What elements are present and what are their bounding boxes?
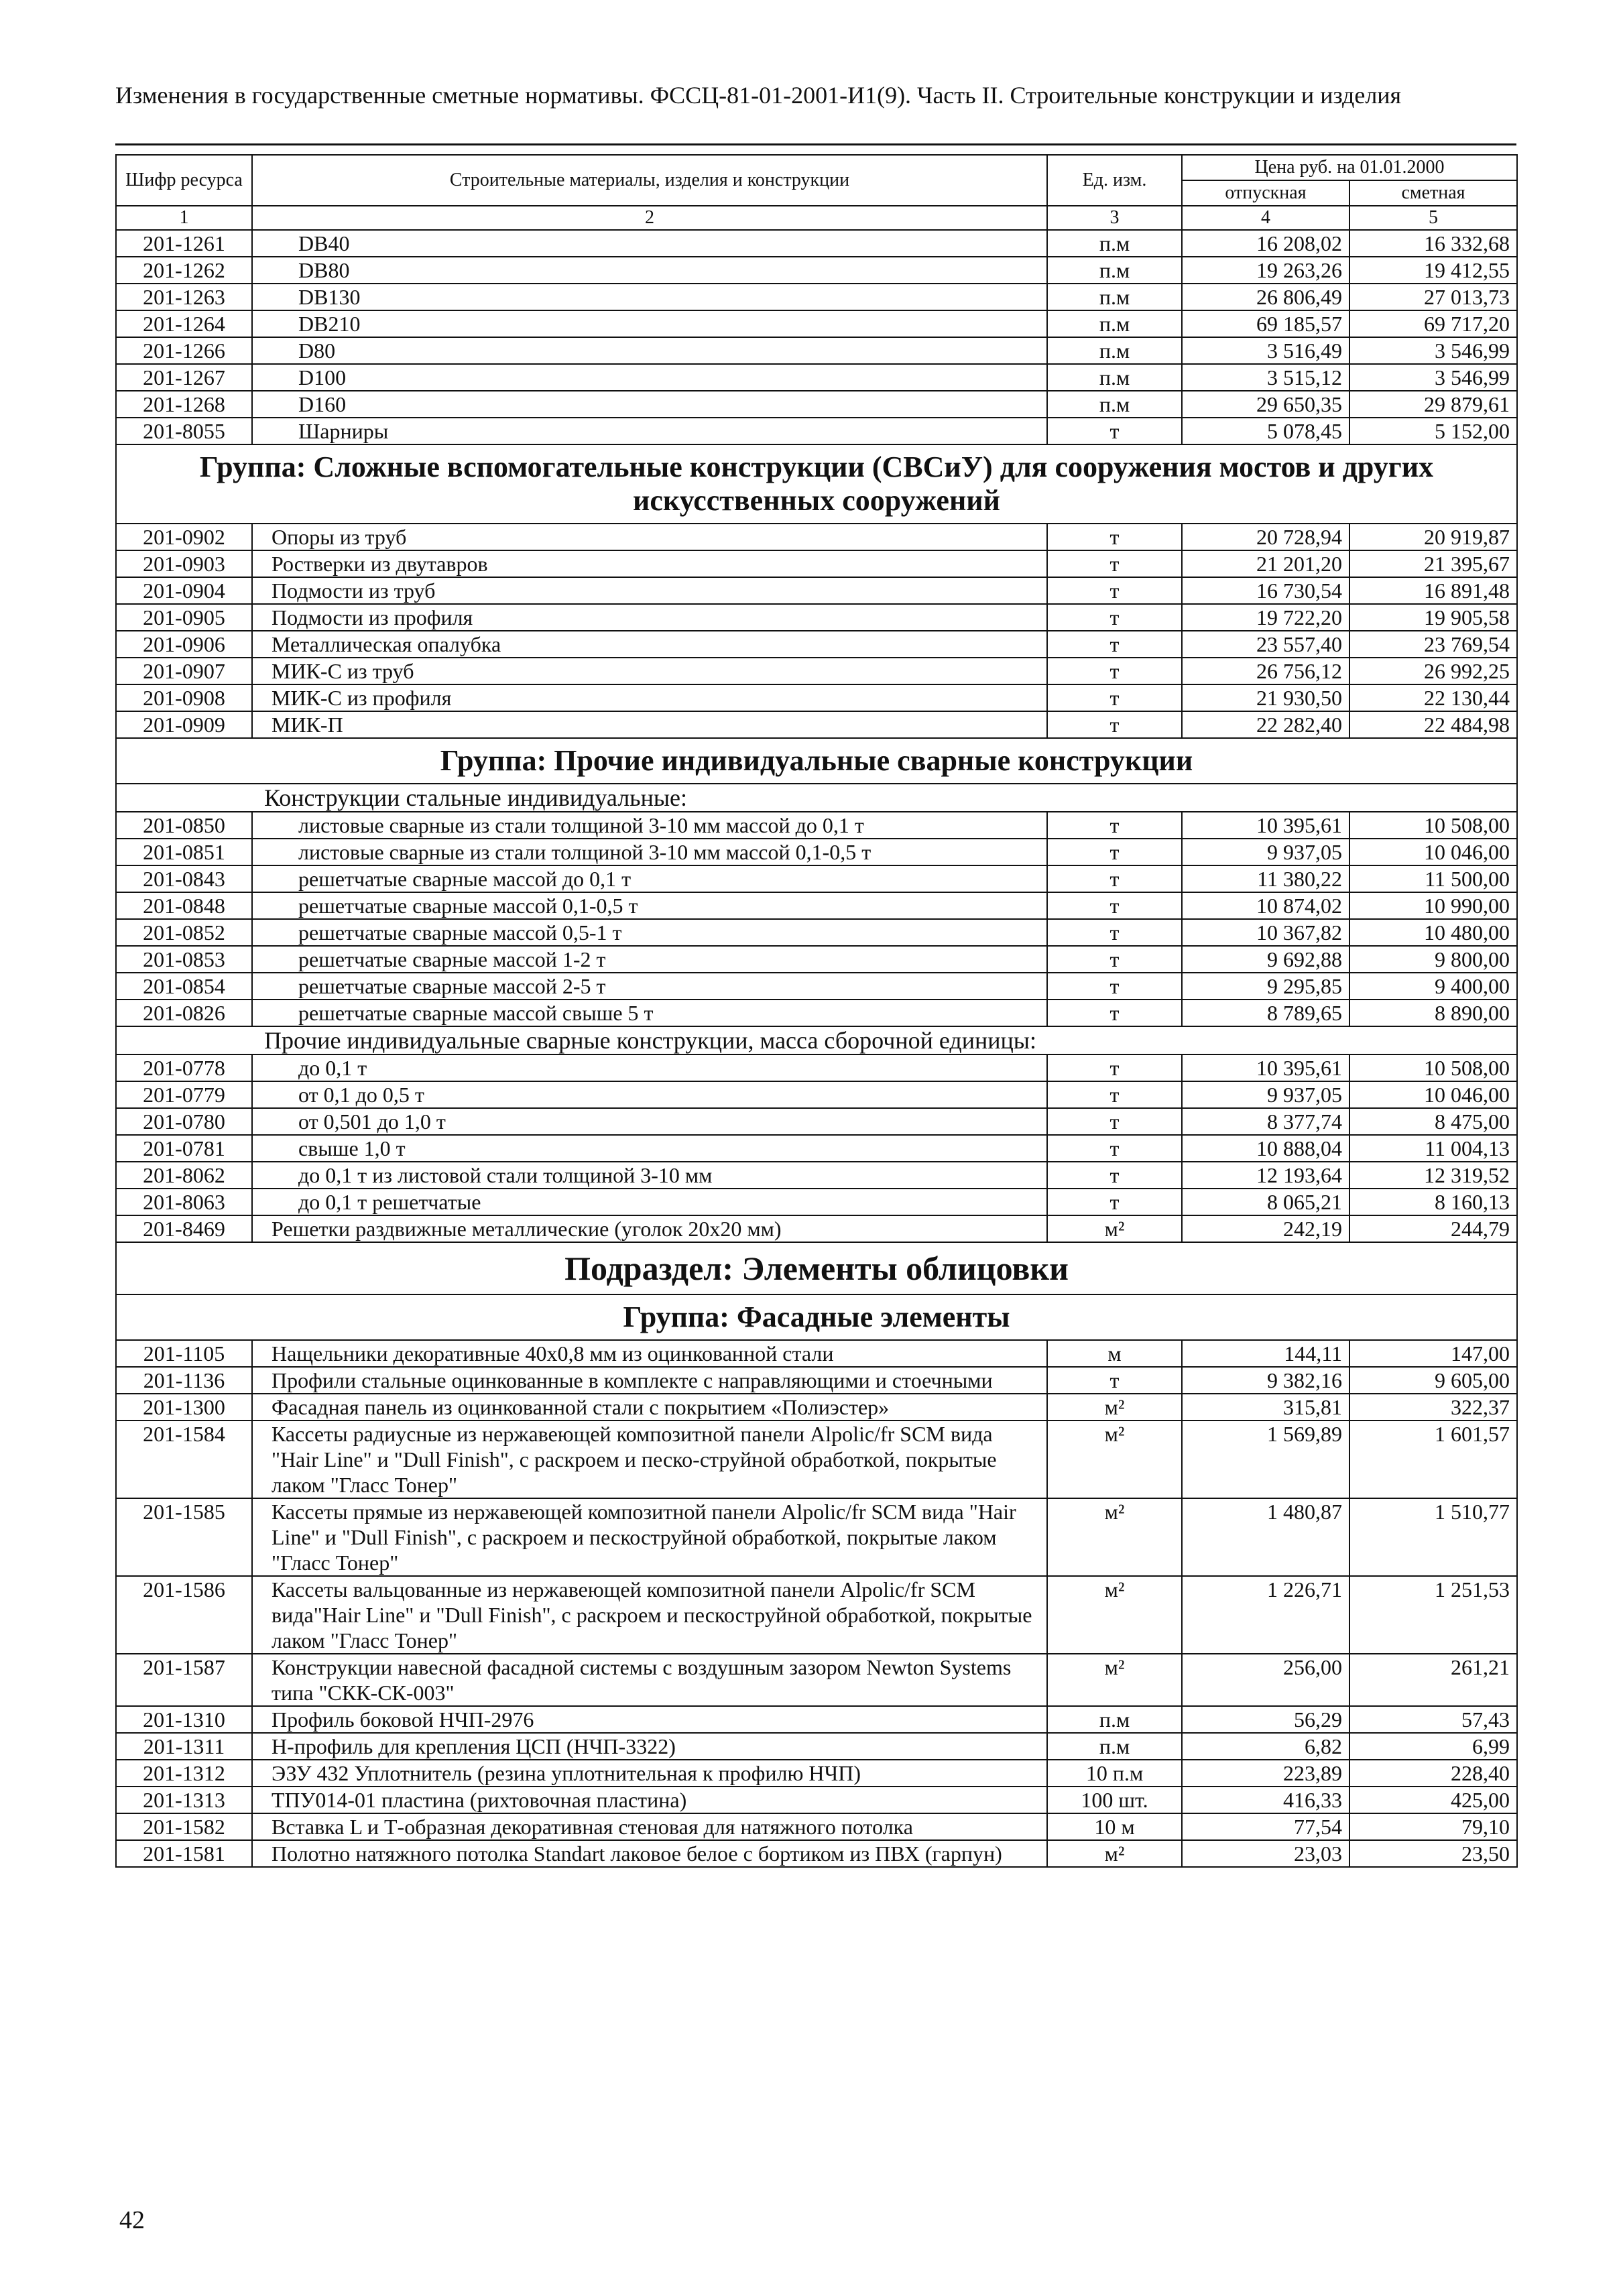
table-row — [116, 839, 1517, 865]
release-price: 56,29 — [1182, 1706, 1349, 1733]
release-price: 256,00 — [1182, 1654, 1349, 1706]
estimate-price: 10 046,00 — [1349, 1081, 1517, 1108]
table-row — [116, 919, 1517, 946]
resource-code: 201-0905 — [116, 604, 252, 631]
table-row — [116, 1498, 1517, 1576]
estimate-price: 16 891,48 — [1349, 577, 1517, 604]
resource-code: 201-1300 — [116, 1394, 252, 1421]
table-row — [116, 684, 1517, 711]
estimate-price: 10 480,00 — [1349, 919, 1517, 946]
table-row — [116, 1576, 1517, 1654]
resource-code: 201-1311 — [116, 1733, 252, 1760]
estimate-price: 9 400,00 — [1349, 973, 1517, 1000]
release-price: 69 185,57 — [1182, 310, 1349, 337]
release-price: 29 650,35 — [1182, 391, 1349, 418]
table-row — [116, 418, 1517, 444]
subsection-title: Подраздел: Элементы облицовки — [116, 1242, 1517, 1294]
resource-unit: м² — [1047, 1654, 1182, 1706]
resource-name: Профиль боковой НЧП-2976 — [252, 1706, 1047, 1733]
estimate-price: 1 601,57 — [1349, 1421, 1517, 1498]
estimate-price: 322,37 — [1349, 1394, 1517, 1421]
resource-name: Кассеты вальцованные из нержавеющей композитной панели Alpolic/fr SCM вида"Hair Line" и "Dull Finish", с раскроем и пескоструйной обработкой, покрытые лаком "Гласс Тонер" — [252, 1576, 1047, 1654]
resource-unit: п.м — [1047, 257, 1182, 284]
resource-name: Ростверки из двутавров — [252, 550, 1047, 577]
table-row — [116, 364, 1517, 391]
table-row — [116, 604, 1517, 631]
release-price: 9 382,16 — [1182, 1367, 1349, 1394]
resource-name: DB210 — [252, 310, 1047, 337]
table-row — [116, 1108, 1517, 1135]
release-price: 9 295,85 — [1182, 973, 1349, 1000]
resource-unit: т — [1047, 1000, 1182, 1026]
release-price: 9 937,05 — [1182, 839, 1349, 865]
resource-unit: п.м — [1047, 1733, 1182, 1760]
resource-name: МИК-С из труб — [252, 658, 1047, 684]
resource-code: 201-1261 — [116, 230, 252, 257]
table-row — [116, 1760, 1517, 1787]
resource-code: 201-1587 — [116, 1654, 252, 1706]
resource-code: 201-1586 — [116, 1576, 252, 1654]
table-row — [116, 1054, 1517, 1081]
header-release-price: отпускная — [1182, 180, 1349, 206]
resource-unit: 10 м — [1047, 1813, 1182, 1840]
estimate-price: 22 130,44 — [1349, 684, 1517, 711]
resource-name: D160 — [252, 391, 1047, 418]
estimate-price: 10 046,00 — [1349, 839, 1517, 865]
estimate-price: 1 510,77 — [1349, 1498, 1517, 1576]
resource-code: 201-1312 — [116, 1760, 252, 1787]
release-price: 77,54 — [1182, 1813, 1349, 1840]
resource-name: DB80 — [252, 257, 1047, 284]
header-divider — [115, 143, 1516, 145]
estimate-price: 9 800,00 — [1349, 946, 1517, 973]
table-row — [116, 1654, 1517, 1706]
resource-name: ЭЗУ 432 Уплотнитель (резина уплотнительная к профилю НЧП) — [252, 1760, 1047, 1787]
table-row — [116, 1162, 1517, 1189]
group-title: Группа: Прочие индивидуальные сварные конструкции — [116, 738, 1517, 784]
resource-unit: т — [1047, 1054, 1182, 1081]
table-row — [116, 257, 1517, 284]
table-row — [116, 865, 1517, 892]
resource-code: 201-0902 — [116, 524, 252, 550]
welded-extra-body — [116, 1215, 1517, 1242]
resource-code: 201-0854 — [116, 973, 252, 1000]
table-row — [116, 524, 1517, 550]
resource-unit: т — [1047, 919, 1182, 946]
resource-code: 201-1264 — [116, 310, 252, 337]
resource-name: D80 — [252, 337, 1047, 364]
resource-code: 201-1267 — [116, 364, 252, 391]
header-price: Цена руб. на 01.01.2000 — [1182, 155, 1517, 180]
resource-code: 201-0779 — [116, 1081, 252, 1108]
resource-name: Вставка L и Т-образная декоративная стеновая для натяжного потолка — [252, 1813, 1047, 1840]
column-number: 4 — [1182, 206, 1349, 230]
resource-code: 201-1582 — [116, 1813, 252, 1840]
resource-name: от 0,501 до 1,0 т — [252, 1108, 1047, 1135]
table-row — [116, 812, 1517, 839]
table-row — [116, 1215, 1517, 1242]
resource-code: 201-0843 — [116, 865, 252, 892]
table-row — [116, 1081, 1517, 1108]
resource-unit: т — [1047, 550, 1182, 577]
table-row — [116, 284, 1517, 310]
resource-name: Шарниры — [252, 418, 1047, 444]
estimate-price: 19 412,55 — [1349, 257, 1517, 284]
table-row — [116, 892, 1517, 919]
resource-code: 201-8469 — [116, 1215, 252, 1242]
estimate-price: 23 769,54 — [1349, 631, 1517, 658]
estimate-price: 425,00 — [1349, 1787, 1517, 1813]
table-row — [116, 337, 1517, 364]
resource-unit: м² — [1047, 1498, 1182, 1576]
resource-code: 201-1584 — [116, 1421, 252, 1498]
welded-sub2-body — [116, 1054, 1517, 1215]
release-price: 144,11 — [1182, 1340, 1349, 1367]
estimate-price: 6,99 — [1349, 1733, 1517, 1760]
resource-name: решетчатые сварные массой до 0,1 т — [252, 865, 1047, 892]
resource-name: DB40 — [252, 230, 1047, 257]
resource-code: 201-0907 — [116, 658, 252, 684]
resource-code: 201-1266 — [116, 337, 252, 364]
estimate-price: 10 508,00 — [1349, 1054, 1517, 1081]
estimate-price: 3 546,99 — [1349, 337, 1517, 364]
table-row — [116, 658, 1517, 684]
resource-unit: т — [1047, 631, 1182, 658]
release-price: 9 937,05 — [1182, 1081, 1349, 1108]
subgroup-title: Конструкции стальные индивидуальные: — [116, 784, 1517, 812]
release-price: 6,82 — [1182, 1733, 1349, 1760]
resource-code: 201-1310 — [116, 1706, 252, 1733]
resource-code: 201-0848 — [116, 892, 252, 919]
page-header: Изменения в государственные сметные нормативы. ФССЦ-81-01-2001-И1(9). Часть II. Строительные конструкции и изделия — [115, 82, 1402, 109]
release-price: 22 282,40 — [1182, 711, 1349, 738]
table-row — [116, 1733, 1517, 1760]
column-number: 5 — [1349, 206, 1517, 230]
subsection — [116, 1242, 1517, 1340]
estimate-price: 9 605,00 — [1349, 1367, 1517, 1394]
resource-name: ТПУ014-01 пластина (рихтовочная пластина) — [252, 1787, 1047, 1813]
resource-name: решетчатые сварные массой 2-5 т — [252, 973, 1047, 1000]
estimate-price: 261,21 — [1349, 1654, 1517, 1706]
resource-name: Профили стальные оцинкованные в комплекте с направляющими и стоечными — [252, 1367, 1047, 1394]
block1-body — [116, 230, 1517, 444]
resource-unit: т — [1047, 1162, 1182, 1189]
resource-code: 201-1136 — [116, 1367, 252, 1394]
release-price: 1 569,89 — [1182, 1421, 1349, 1498]
resource-name: Конструкции навесной фасадной системы с воздушным зазором Newton Systems типа "СКК-СК-003" — [252, 1654, 1047, 1706]
resource-name: МИК-П — [252, 711, 1047, 738]
welded-sub2-head — [116, 1026, 1517, 1054]
release-price: 10 395,61 — [1182, 812, 1349, 839]
resource-unit: т — [1047, 812, 1182, 839]
resource-code: 201-1262 — [116, 257, 252, 284]
table-row — [116, 1813, 1517, 1840]
resource-unit: м² — [1047, 1215, 1182, 1242]
group-facade-body — [116, 1340, 1517, 1867]
release-price: 10 367,82 — [1182, 919, 1349, 946]
resource-unit: т — [1047, 892, 1182, 919]
resource-code: 201-1313 — [116, 1787, 252, 1813]
resource-unit: т — [1047, 1189, 1182, 1215]
release-price: 1 226,71 — [1182, 1576, 1349, 1654]
resource-code: 201-0852 — [116, 919, 252, 946]
resource-name: до 0,1 т решетчатые — [252, 1189, 1047, 1215]
resource-name: листовые сварные из стали толщиной 3-10 мм массой 0,1-0,5 т — [252, 839, 1047, 865]
table-row — [116, 1421, 1517, 1498]
table-row — [116, 631, 1517, 658]
estimate-price: 69 717,20 — [1349, 310, 1517, 337]
resource-unit: т — [1047, 1367, 1182, 1394]
resource-name: до 0,1 т из листовой стали толщиной 3-10 мм — [252, 1162, 1047, 1189]
group-welded — [116, 738, 1517, 812]
table-row — [116, 577, 1517, 604]
resource-code: 201-0780 — [116, 1108, 252, 1135]
table-row — [116, 310, 1517, 337]
resource-code: 201-0908 — [116, 684, 252, 711]
estimate-price: 29 879,61 — [1349, 391, 1517, 418]
release-price: 223,89 — [1182, 1760, 1349, 1787]
estimate-price: 10 508,00 — [1349, 812, 1517, 839]
release-price: 9 692,88 — [1182, 946, 1349, 973]
resource-unit: т — [1047, 839, 1182, 865]
resource-unit: м² — [1047, 1576, 1182, 1654]
header-code: Шифр ресурса — [116, 155, 252, 206]
resource-code: 201-1268 — [116, 391, 252, 418]
resource-name: листовые сварные из стали толщиной 3-10 мм массой до 0,1 т — [252, 812, 1047, 839]
release-price: 3 516,49 — [1182, 337, 1349, 364]
resource-name: Металлическая опалубка — [252, 631, 1047, 658]
resource-unit: т — [1047, 973, 1182, 1000]
release-price: 416,33 — [1182, 1787, 1349, 1813]
resource-unit: т — [1047, 1135, 1182, 1162]
release-price: 21 930,50 — [1182, 684, 1349, 711]
resource-code: 201-1263 — [116, 284, 252, 310]
resource-name: Кассеты радиусные из нержавеющей композитной панели Alpolic/fr SCM вида "Hair Line" и "Dull Finish", с раскроем и песко-струйной обработкой, покрытые лаком "Гласс Тонер" — [252, 1421, 1047, 1498]
table-row — [116, 1394, 1517, 1421]
release-price: 8 789,65 — [1182, 1000, 1349, 1026]
table-header — [116, 155, 1517, 230]
resource-code: 201-0778 — [116, 1054, 252, 1081]
release-price: 19 722,20 — [1182, 604, 1349, 631]
table-row — [116, 1840, 1517, 1867]
table-row — [116, 1706, 1517, 1733]
resource-code: 201-1581 — [116, 1840, 252, 1867]
resource-name: до 0,1 т — [252, 1054, 1047, 1081]
resource-unit: м — [1047, 1340, 1182, 1367]
release-price: 23,03 — [1182, 1840, 1349, 1867]
resource-name: DB130 — [252, 284, 1047, 310]
release-price: 8 065,21 — [1182, 1189, 1349, 1215]
resource-code: 201-8063 — [116, 1189, 252, 1215]
estimate-price: 8 160,13 — [1349, 1189, 1517, 1215]
resource-code: 201-0909 — [116, 711, 252, 738]
release-price: 16 208,02 — [1182, 230, 1349, 257]
resource-name: МИК-С из профиля — [252, 684, 1047, 711]
resource-unit: п.м — [1047, 230, 1182, 257]
group-title: Группа: Сложные вспомогательные конструкции (СВСиУ) для сооружения мостов и других искусственных сооружений — [116, 444, 1517, 524]
estimate-price: 8 475,00 — [1349, 1108, 1517, 1135]
table-row — [116, 550, 1517, 577]
table-row — [116, 711, 1517, 738]
resource-unit: т — [1047, 684, 1182, 711]
resource-unit: п.м — [1047, 391, 1182, 418]
resource-code: 201-8062 — [116, 1162, 252, 1189]
release-price: 19 263,26 — [1182, 257, 1349, 284]
subgroup-title: Прочие индивидуальные сварные конструкции, масса сборочной единицы: — [116, 1026, 1517, 1054]
group-title: Группа: Фасадные элементы — [116, 1294, 1517, 1340]
table-row — [116, 1000, 1517, 1026]
header-estimate-price: сметная — [1349, 180, 1517, 206]
estimate-price: 228,40 — [1349, 1760, 1517, 1787]
resource-unit: м² — [1047, 1421, 1182, 1498]
resource-unit: т — [1047, 711, 1182, 738]
resource-unit: п.м — [1047, 364, 1182, 391]
resource-name: Н-профиль для крепления ЦСП (НЧП-3322) — [252, 1733, 1047, 1760]
estimate-price: 79,10 — [1349, 1813, 1517, 1840]
release-price: 20 728,94 — [1182, 524, 1349, 550]
estimate-price: 5 152,00 — [1349, 418, 1517, 444]
price-table — [115, 154, 1518, 1868]
column-number: 3 — [1047, 206, 1182, 230]
estimate-price: 23,50 — [1349, 1840, 1517, 1867]
release-price: 1 480,87 — [1182, 1498, 1349, 1576]
release-price: 12 193,64 — [1182, 1162, 1349, 1189]
estimate-price: 26 992,25 — [1349, 658, 1517, 684]
resource-name: Фасадная панель из оцинкованной стали с покрытием «Полиэстер» — [252, 1394, 1047, 1421]
release-price: 16 730,54 — [1182, 577, 1349, 604]
resource-name: Опоры из труб — [252, 524, 1047, 550]
estimate-price: 19 905,58 — [1349, 604, 1517, 631]
resource-unit: 10 п.м — [1047, 1760, 1182, 1787]
resource-name: Полотно натяжного потолка Standart лаковое белое с бортиком из ПВХ (гарпун) — [252, 1840, 1047, 1867]
estimate-price: 21 395,67 — [1349, 550, 1517, 577]
column-numbers-row — [116, 206, 1517, 230]
resource-unit: т — [1047, 604, 1182, 631]
resource-unit: т — [1047, 946, 1182, 973]
release-price: 10 874,02 — [1182, 892, 1349, 919]
estimate-price: 10 990,00 — [1349, 892, 1517, 919]
release-price: 26 756,12 — [1182, 658, 1349, 684]
group-svsiu-body — [116, 524, 1517, 738]
estimate-price: 244,79 — [1349, 1215, 1517, 1242]
resource-unit: т — [1047, 658, 1182, 684]
resource-code: 201-0850 — [116, 812, 252, 839]
estimate-price: 11 004,13 — [1349, 1135, 1517, 1162]
release-price: 10 888,04 — [1182, 1135, 1349, 1162]
resource-unit: п.м — [1047, 337, 1182, 364]
resource-code: 201-1585 — [116, 1498, 252, 1576]
header-unit: Ед. изм. — [1047, 155, 1182, 206]
table-row — [116, 973, 1517, 1000]
resource-code: 201-0904 — [116, 577, 252, 604]
resource-code: 201-1105 — [116, 1340, 252, 1367]
resource-name: решетчатые сварные массой 0,1-0,5 т — [252, 892, 1047, 919]
resource-unit: м² — [1047, 1394, 1182, 1421]
release-price: 242,19 — [1182, 1215, 1349, 1242]
resource-unit: п.м — [1047, 310, 1182, 337]
resource-unit: м² — [1047, 1840, 1182, 1867]
resource-code: 201-0853 — [116, 946, 252, 973]
header-name: Строительные материалы, изделия и конструкции — [252, 155, 1047, 206]
estimate-price: 22 484,98 — [1349, 711, 1517, 738]
resource-unit: т — [1047, 577, 1182, 604]
table-row — [116, 1340, 1517, 1367]
resource-name: Подмости из труб — [252, 577, 1047, 604]
estimate-price: 27 013,73 — [1349, 284, 1517, 310]
resource-name: свыше 1,0 т — [252, 1135, 1047, 1162]
release-price: 11 380,22 — [1182, 865, 1349, 892]
estimate-price: 20 919,87 — [1349, 524, 1517, 550]
resource-unit: т — [1047, 524, 1182, 550]
resource-code: 201-0906 — [116, 631, 252, 658]
resource-code: 201-0826 — [116, 1000, 252, 1026]
release-price: 5 078,45 — [1182, 418, 1349, 444]
table-row — [116, 1367, 1517, 1394]
welded-sub1-body — [116, 812, 1517, 1026]
column-number: 1 — [116, 206, 252, 230]
resource-code: 201-0851 — [116, 839, 252, 865]
table-row — [116, 230, 1517, 257]
estimate-price: 147,00 — [1349, 1340, 1517, 1367]
release-price: 21 201,20 — [1182, 550, 1349, 577]
estimate-price: 12 319,52 — [1349, 1162, 1517, 1189]
resource-unit: п.м — [1047, 284, 1182, 310]
resource-code: 201-0781 — [116, 1135, 252, 1162]
resource-name: Кассеты прямые из нержавеющей композитной панели Alpolic/fr SCM вида "Hair Line" и "Dull Finish", с раскроем и пескоструйной обработкой, покрытые лаком "Гласс Тонер" — [252, 1498, 1047, 1576]
estimate-price: 11 500,00 — [1349, 865, 1517, 892]
resource-unit: т — [1047, 1108, 1182, 1135]
resource-name: решетчатые сварные массой 1-2 т — [252, 946, 1047, 973]
release-price: 26 806,49 — [1182, 284, 1349, 310]
page-number: 42 — [119, 2206, 145, 2234]
resource-name: D100 — [252, 364, 1047, 391]
release-price: 3 515,12 — [1182, 364, 1349, 391]
release-price: 10 395,61 — [1182, 1054, 1349, 1081]
table-row — [116, 946, 1517, 973]
group-svsiu — [116, 444, 1517, 524]
resource-unit: т — [1047, 1081, 1182, 1108]
estimate-price: 57,43 — [1349, 1706, 1517, 1733]
release-price: 8 377,74 — [1182, 1108, 1349, 1135]
resource-unit: п.м — [1047, 1706, 1182, 1733]
estimate-price: 1 251,53 — [1349, 1576, 1517, 1654]
table-row — [116, 1189, 1517, 1215]
table-row — [116, 391, 1517, 418]
resource-name: Нащельники декоративные 40х0,8 мм из оцинкованной стали — [252, 1340, 1047, 1367]
table-row — [116, 1135, 1517, 1162]
resource-code: 201-8055 — [116, 418, 252, 444]
resource-unit: т — [1047, 418, 1182, 444]
resource-name: решетчатые сварные массой 0,5-1 т — [252, 919, 1047, 946]
resource-name: Решетки раздвижные металлические (уголок 20х20 мм) — [252, 1215, 1047, 1242]
resource-unit: 100 шт. — [1047, 1787, 1182, 1813]
estimate-price: 16 332,68 — [1349, 230, 1517, 257]
resource-unit: т — [1047, 865, 1182, 892]
resource-name: от 0,1 до 0,5 т — [252, 1081, 1047, 1108]
column-number: 2 — [252, 206, 1047, 230]
resource-name: Подмости из профиля — [252, 604, 1047, 631]
estimate-price: 3 546,99 — [1349, 364, 1517, 391]
estimate-price: 8 890,00 — [1349, 1000, 1517, 1026]
resource-name: решетчатые сварные массой свыше 5 т — [252, 1000, 1047, 1026]
release-price: 315,81 — [1182, 1394, 1349, 1421]
table-row — [116, 1787, 1517, 1813]
release-price: 23 557,40 — [1182, 631, 1349, 658]
resource-code: 201-0903 — [116, 550, 252, 577]
